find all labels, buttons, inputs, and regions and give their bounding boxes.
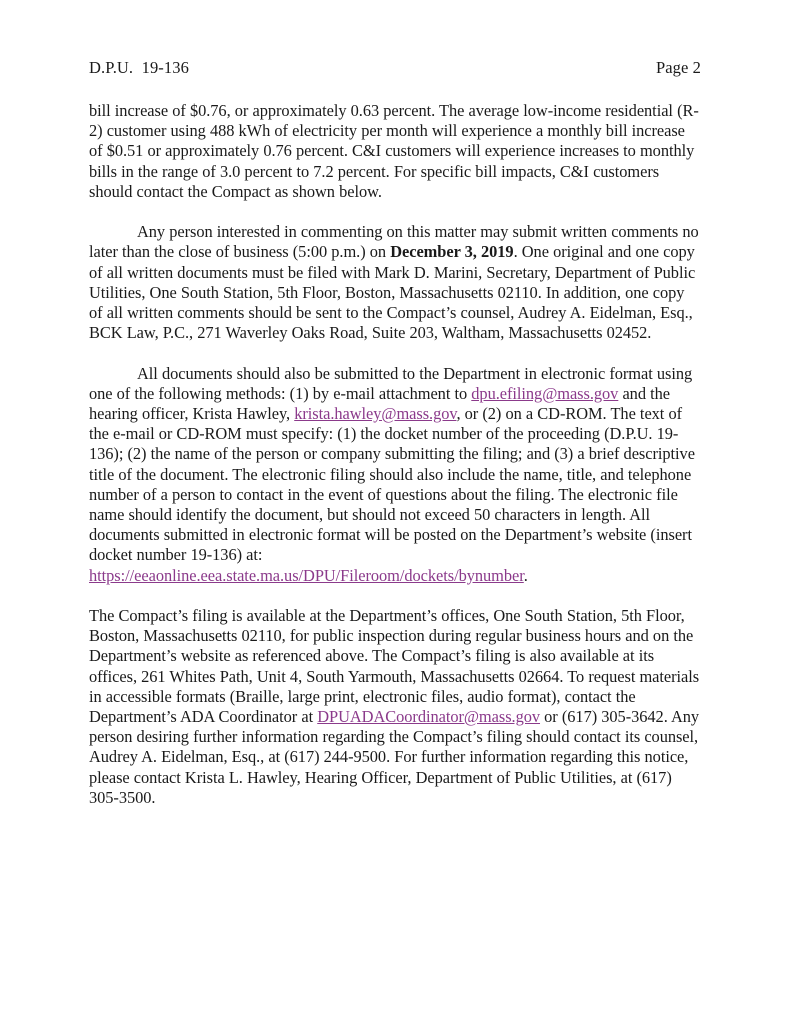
contact-information-text: or (617) 305-3642. Any person desiring further information regarding the Compact’s filing should contact its counsel, Audrey A. Eidelman, Esq., at (617) 244-9500. For further information regarding this notice, please contact Krista L. Hawley, Hearing Officer, Department of Public Utilities, at (617) 305-3500. <box>89 707 700 807</box>
electronic-filing-end-text: . <box>523 565 528 585</box>
document-header <box>89 58 701 78</box>
comment-deadline-date: December 3, 2019 <box>390 242 514 262</box>
document-body <box>89 101 701 808</box>
electronic-filing-detail-text: , or (2) on a CD-ROM. The text of the e-mail or CD-ROM must specify: (1) the docket number of the proceeding (D.P.U. 19-136); (2) the name of the person or company submitting the filing; and (3) a brief descriptive title of the document. The electronic filing should also include the name, title, and telephone number of a person to contact in the event of questions about the filing. The electronic file name should identify the document, but should not exceed 50 characters in length. All documents submitted in electronic format will be posted on the Department’s website (insert docket number 19-136) at: <box>89 404 695 565</box>
electronic-filing-mid-text: and the hearing officer, Krista Hawley, <box>89 383 670 424</box>
page-number: Page 2 <box>655 58 701 77</box>
comment-intro-text: Any person interested in commenting on this matter may submit written comments no later than the close of business (5:00 p.m.) on <box>89 222 699 262</box>
filing-availability-text: The Compact’s filing is available at the Department’s offices, One South Station, 5th Floor, Boston, Massachusetts 02110, for public inspection during regular business hours and on the Department’s website as referenced above. The Compact’s filing is also available at its offices, 261 Whites Path, Unit 4, South Yarmouth, Massachusetts 02664. To request materials in accessible formats (Braille, large print, electronic files, audio format), contact the Department’s ADA Coordinator at <box>89 606 700 727</box>
email-link-krista-hawley[interactable]: krista.hawley@mass.gov <box>294 404 457 424</box>
comment-filing-text: . One original and one copy of all written documents must be filed with Mark D. Marini, Secretary, Department of Public Utilities, One South Station, 5th Floor, Boston, Massachusetts 02110. In addition, one copy of all written comments should be sent to the Compact’s counsel, Audrey A. Eidelman, Esq., BCK Law, P.C., 271 Waverley Oaks Road, Suite 203, Waltham, Massachusetts 02452. <box>89 242 696 343</box>
website-link-eeaonline-fileroom[interactable]: https://eeaonline.eea.state.ma.us/DPU/Fileroom/dockets/bynumber <box>89 565 524 585</box>
page-content <box>89 58 701 808</box>
paragraph-bill-impacts <box>89 101 701 202</box>
email-link-ada-coordinator[interactable]: DPUADACoordinator@mass.gov <box>317 707 541 727</box>
paragraph-filing-availability <box>89 606 701 808</box>
paragraph-bill-impacts-text: bill increase of $0.76, or approximately 0.63 percent. The average low-income residential (R-2) customer using 488 kWh of electricity per month will experience a monthly bill increase of $0.51 or approximately 0.76 percent. C&I customers will experience increases to monthly bills in the range of 3.0 percent to 7.2 percent. For specific bill impacts, C&I customers should contact the Compact as shown below. <box>89 101 699 201</box>
email-link-dpu-efiling[interactable]: dpu.efiling@mass.gov <box>471 383 619 403</box>
paragraph-electronic-filing <box>89 364 701 586</box>
paragraph-comment-deadline <box>89 222 701 343</box>
electronic-filing-intro-text: All documents should also be submitted to the Department in electronic format using one of the following methods: (1) by e-mail attachment to <box>89 363 693 403</box>
docket-number: D.P.U. 19-136 <box>89 58 189 77</box>
